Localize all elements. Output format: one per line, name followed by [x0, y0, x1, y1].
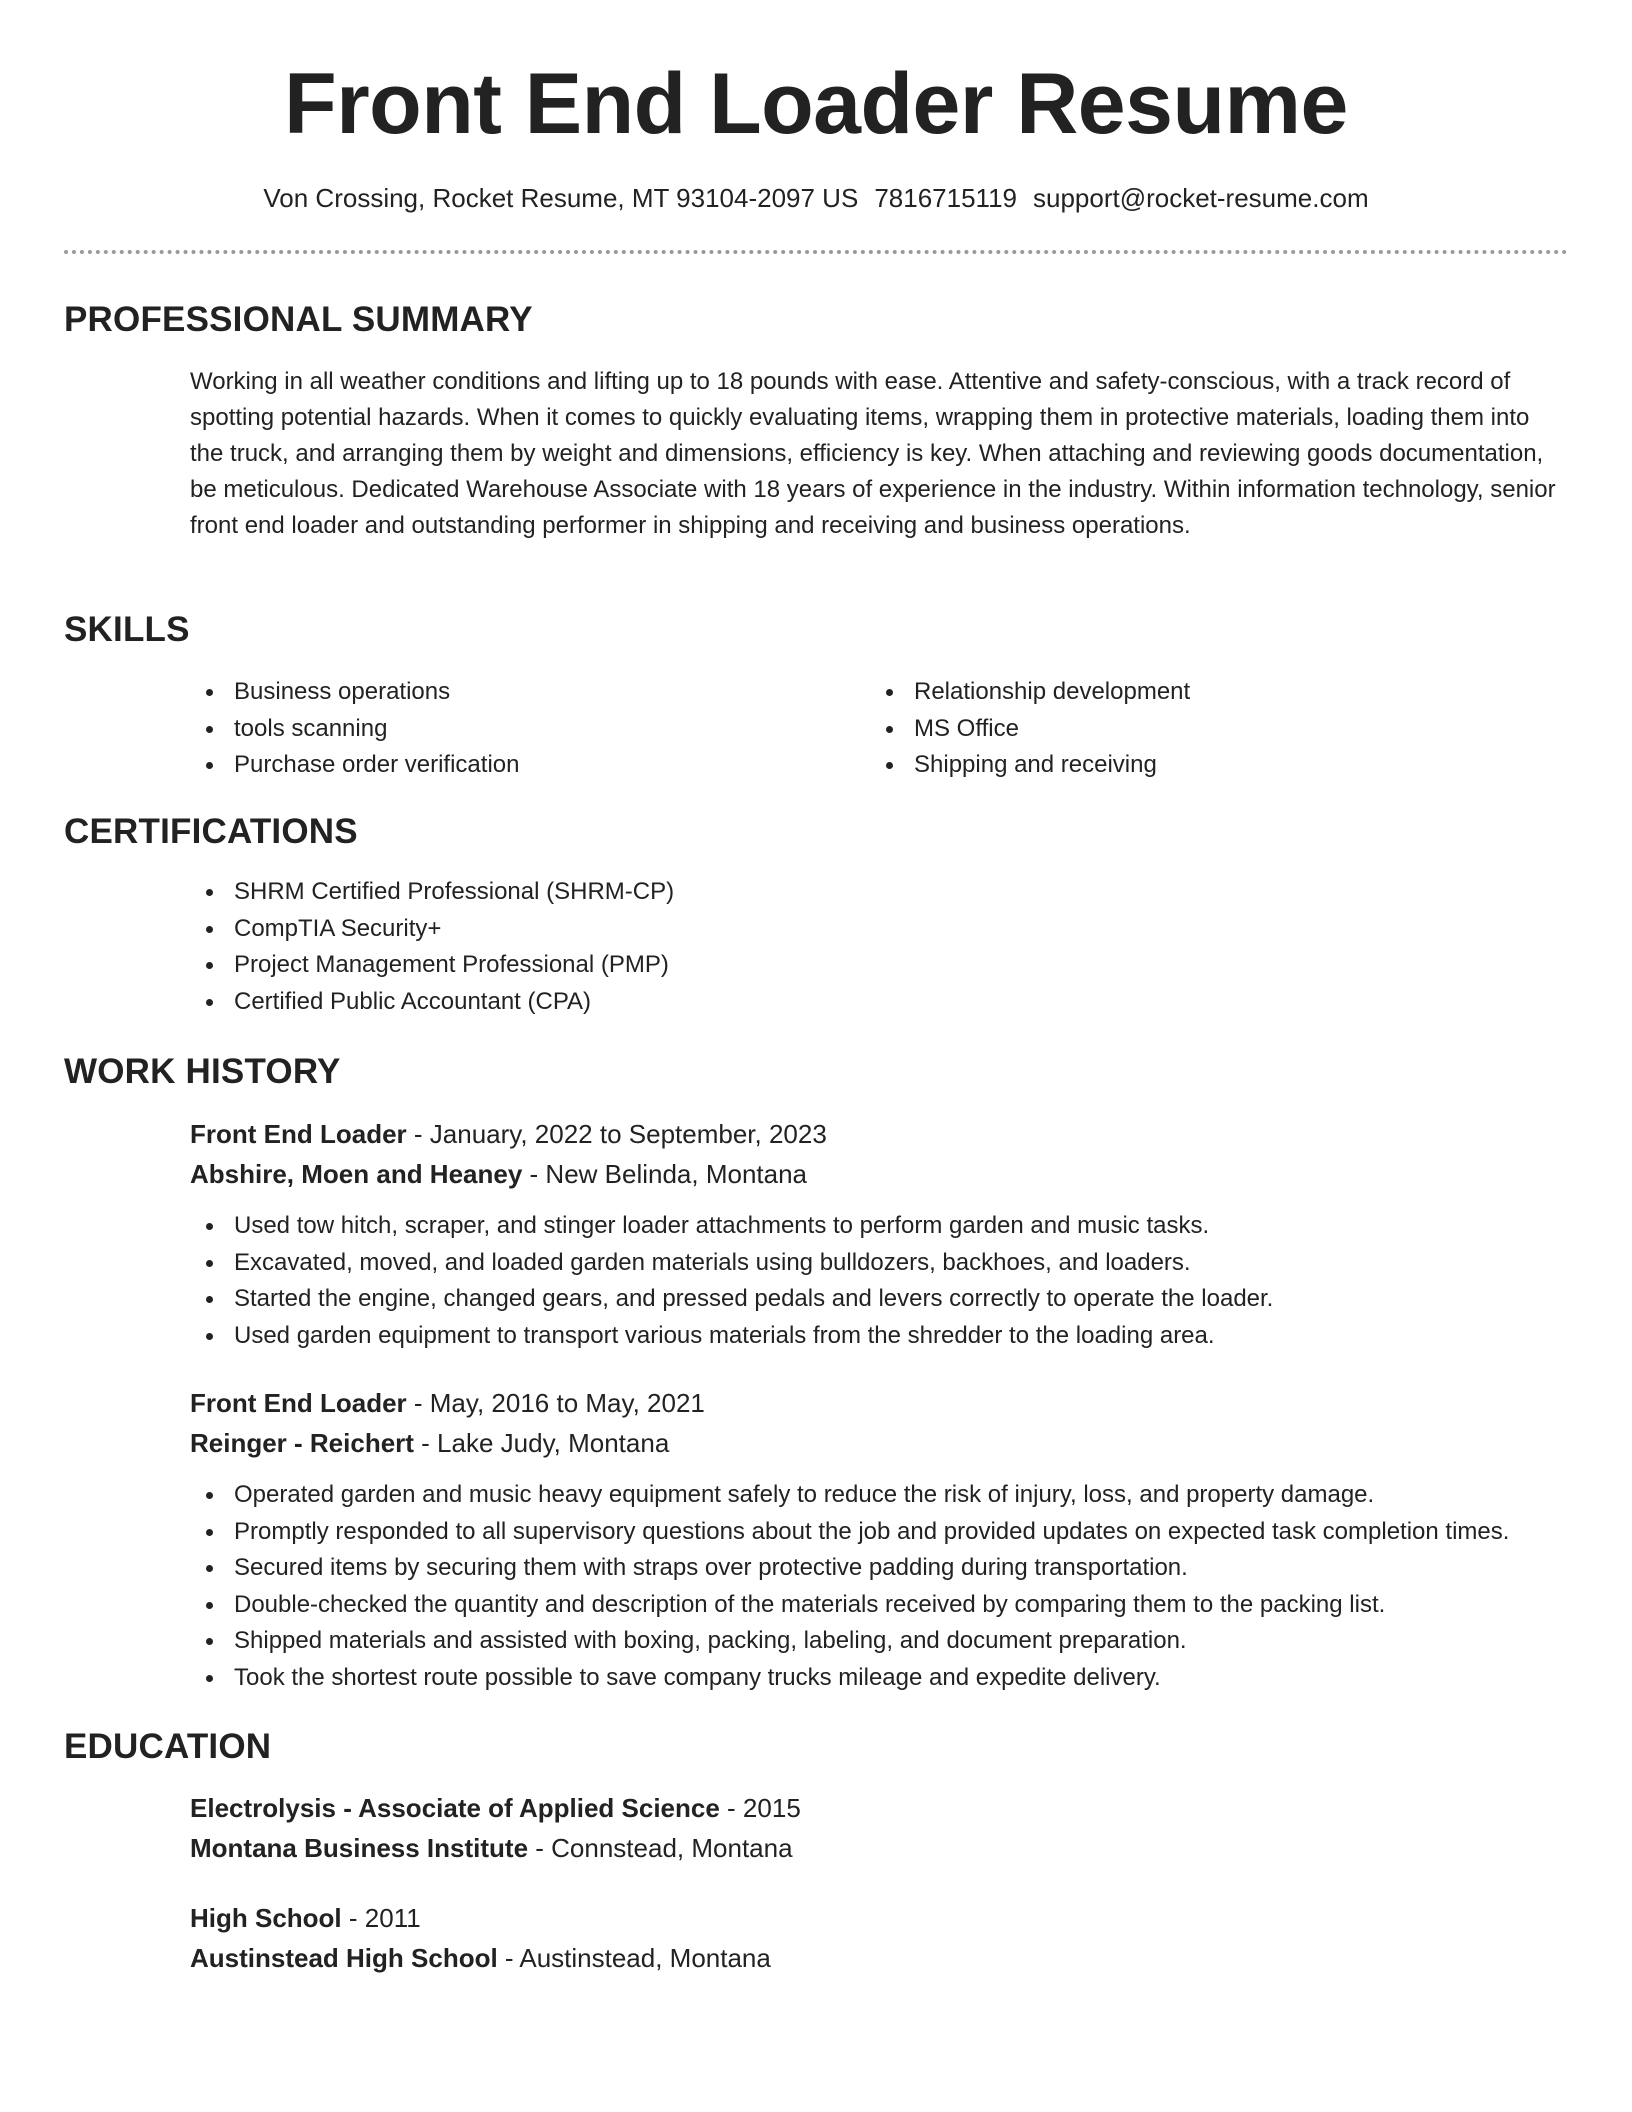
section-heading-skills: SKILLS: [64, 610, 190, 649]
school-location: - Austinstead, Montana: [497, 1943, 771, 1973]
list-item: Used tow hitch, scraper, and stinger loader attachments to perform garden and music tasks.: [190, 1208, 1590, 1245]
job-title: Front End Loader: [190, 1388, 407, 1418]
skills-section: [64, 608, 1568, 784]
certifications-section: [64, 810, 1568, 1020]
job-location: - New Belinda, Montana: [522, 1159, 808, 1189]
job-company: Reinger - Reichert: [190, 1428, 414, 1458]
degree-name: High School: [190, 1903, 342, 1933]
school-location: - Connstead, Montana: [528, 1833, 793, 1863]
job-location: - Lake Judy, Montana: [413, 1428, 670, 1458]
section-heading-certifications: CERTIFICATIONS: [64, 812, 358, 851]
list-item: Secured items by securing them with straps over protective padding during transportation.: [190, 1550, 1590, 1587]
list-item: Business operations: [190, 674, 870, 711]
section-heading-education: EDUCATION: [64, 1727, 272, 1766]
job-title-line: [190, 1383, 1590, 1423]
email-text[interactable]: support@rocket-resume.com: [1032, 183, 1369, 213]
degree-line: [190, 1788, 1590, 1828]
contact-line: [0, 180, 1632, 216]
school-line: [190, 1828, 1590, 1868]
list-item: tools scanning: [190, 711, 870, 748]
education-section: [64, 1725, 1568, 1769]
resume-title: Front End Loader Resume: [284, 56, 1348, 152]
job-company-line: [190, 1154, 1590, 1194]
certifications-list: [190, 874, 1568, 1020]
list-item: Certified Public Accountant (CPA): [190, 984, 1568, 1021]
summary-section: [64, 298, 1568, 544]
list-item: Started the engine, changed gears, and pressed pedals and levers correctly to operate the loader.: [190, 1281, 1590, 1318]
section-heading-summary: PROFESSIONAL SUMMARY: [64, 300, 533, 339]
list-item: Project Management Professional (PMP): [190, 947, 1568, 984]
list-item: Shipping and receiving: [870, 747, 1550, 784]
degree-year: - 2011: [341, 1903, 421, 1933]
job-bullets: [190, 1208, 1590, 1354]
degree-name: Electrolysis - Associate of Applied Science: [190, 1793, 720, 1823]
job-dates: - January, 2022 to September, 2023: [406, 1119, 827, 1149]
job-dates: - May, 2016 to May, 2021: [406, 1388, 705, 1418]
phone-text: 7816715119: [874, 183, 1017, 213]
school-line: [190, 1938, 1590, 1978]
job-company-line: [190, 1423, 1590, 1463]
list-item: Excavated, moved, and loaded garden materials using bulldozers, backhoes, and loaders.: [190, 1245, 1590, 1282]
list-item: Shipped materials and assisted with boxing, packing, labeling, and document preparation.: [190, 1623, 1590, 1660]
job-bullets: [190, 1477, 1590, 1696]
degree-year: - 2015: [719, 1793, 801, 1823]
list-item: CompTIA Security+: [190, 911, 1568, 948]
list-item: Used garden equipment to transport various materials from the shredder to the loading area.: [190, 1318, 1590, 1355]
school-name: Austinstead High School: [190, 1943, 498, 1973]
header-divider: [64, 250, 1568, 254]
job-title-line: [190, 1114, 1590, 1154]
work-history-section: [64, 1050, 1568, 1094]
list-item: Purchase order verification: [190, 747, 870, 784]
section-heading-work: WORK HISTORY: [64, 1052, 341, 1091]
address-text: Von Crossing, Rocket Resume, MT 93104-2097 US: [263, 183, 859, 213]
degree-line: [190, 1898, 1590, 1938]
list-item: Double-checked the quantity and description of the materials received by comparing them to the packing list.: [190, 1587, 1590, 1624]
list-item: Took the shortest route possible to save company trucks mileage and expedite delivery.: [190, 1660, 1590, 1697]
job-entry: [190, 1383, 1590, 1696]
school-name: Montana Business Institute: [190, 1833, 529, 1863]
list-item: SHRM Certified Professional (SHRM-CP): [190, 874, 1568, 911]
list-item: Promptly responded to all supervisory questions about the job and provided updates on expected task completion times.: [190, 1514, 1590, 1551]
job-entry: [190, 1114, 1590, 1354]
education-entry: [190, 1788, 1590, 1868]
job-company: Abshire, Moen and Heaney: [190, 1159, 523, 1189]
skills-grid: [190, 674, 1568, 784]
list-item: Operated garden and music heavy equipment safely to reduce the risk of injury, loss, and property damage.: [190, 1477, 1590, 1514]
list-item: MS Office: [870, 711, 1550, 748]
skills-list-left: [190, 674, 870, 784]
job-title: Front End Loader: [190, 1119, 407, 1149]
skills-list-right: [870, 674, 1550, 784]
list-item: Relationship development: [870, 674, 1550, 711]
summary-text: Working in all weather conditions and lifting up to 18 pounds with ease. Attentive and safety-conscious, with a track record of spotting potential hazards. When it comes to quickly evaluating items, wrapping them in protective materials, loading them into the truck, and arranging them by weight and dimensions, efficiency is key. When attaching and reviewing goods documentation, be meticulous. Dedicated Warehouse Associate with 18 years of experience in the industry. Within information technology, senior front end loader and outstanding performer in shipping and receiving and business operations.: [190, 368, 1556, 539]
education-entry: [190, 1898, 1590, 1978]
